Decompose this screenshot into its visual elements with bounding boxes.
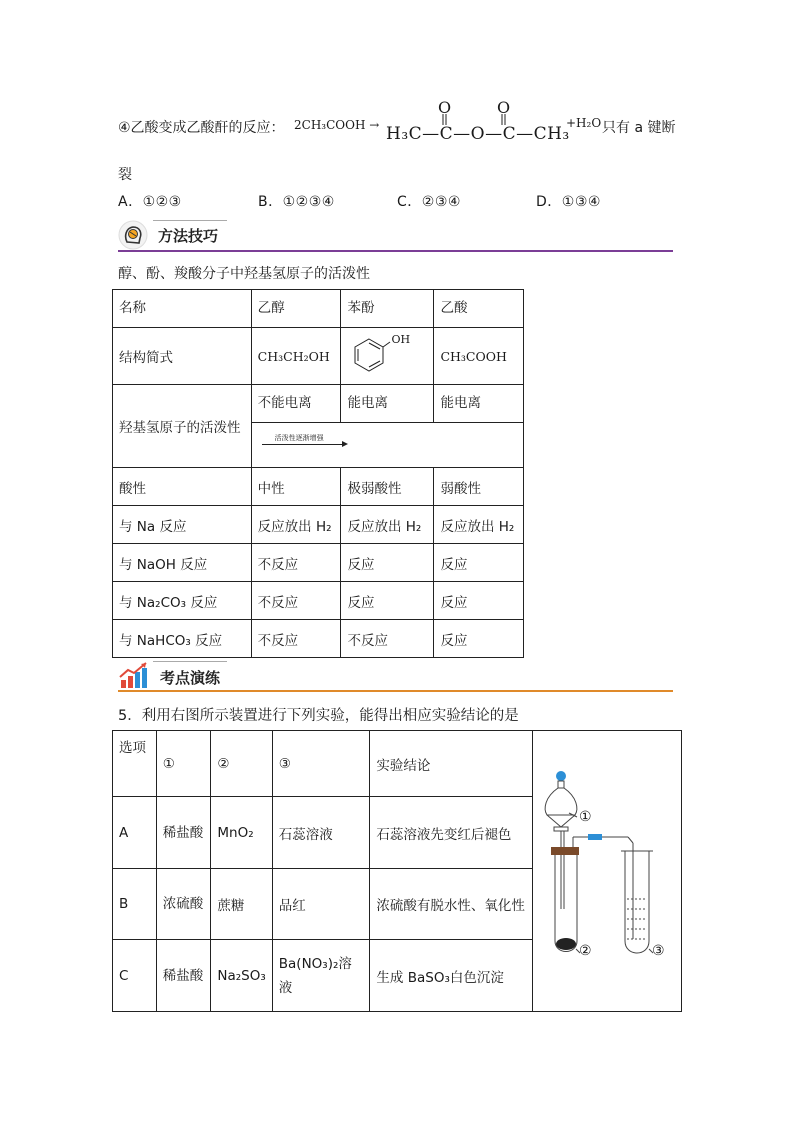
table-cell: 反应: [434, 582, 524, 620]
header-name: 名称: [113, 290, 252, 328]
q4-statement: ④乙酸变成乙酸酐的反应：: [118, 120, 285, 136]
row-option: A: [113, 797, 157, 869]
phenol-structure: [341, 328, 434, 385]
table-row: [113, 620, 524, 658]
funnel-stopper: [556, 771, 566, 781]
option-d: D．①③④: [536, 194, 601, 210]
acetic-anhydride-formula: H₃C—C—O—C—CH₃: [386, 124, 570, 144]
conclusion: 浓硫酸有脱水性、氧化性: [370, 868, 533, 940]
activity-label: 羟基氢原子的活泼性: [113, 385, 252, 468]
table-cell: 不反应: [251, 582, 341, 620]
header-reagent-3: ③: [272, 731, 370, 797]
header-reagent-2: ②: [211, 731, 272, 797]
method-section-title: 方法技巧: [158, 227, 219, 245]
practice-section-title: 考点演练: [160, 669, 221, 687]
table-cell: 弱酸性: [434, 468, 524, 506]
acetic-formula: CH₃COOH: [434, 328, 524, 385]
table-cell: 极弱酸性: [341, 468, 434, 506]
reagent-3: 品红: [272, 868, 370, 940]
header-ethanol: 乙醇: [251, 290, 341, 328]
table-cell: 中性: [251, 468, 341, 506]
benzene-ring-icon: [347, 333, 391, 379]
q4-tail-2: 裂: [118, 167, 132, 183]
row-label: 与 Na 反应: [113, 506, 252, 544]
reagent-3: Ba(NO₃)₂溶液: [272, 940, 370, 1012]
option-b: B．①②③④: [258, 194, 335, 210]
reagent-2: MnO₂: [211, 797, 272, 869]
table-cell: 反应: [341, 544, 434, 582]
reagent-3: 石蕊溶液: [272, 797, 370, 869]
option-c: C．②③④: [397, 194, 461, 210]
row-label: 酸性: [113, 468, 252, 506]
apparatus-cell: [532, 731, 681, 1012]
lightbulb-head-icon: [118, 220, 148, 250]
apparatus-label-2: ②: [578, 943, 592, 959]
header-acetic-acid: 乙酸: [434, 290, 524, 328]
table-row: [113, 468, 524, 506]
conclusion: 生成 BaSO₃白色沉淀: [370, 940, 533, 1012]
table-cell: 反应放出 H₂: [251, 506, 341, 544]
phenol-oh-label: OH: [391, 333, 411, 346]
q4-tail: 只有 a 键断: [602, 120, 676, 136]
ionization-ethanol: 不能电离: [251, 385, 341, 423]
water-product: +H₂O: [566, 116, 602, 130]
row-option: B: [113, 868, 157, 940]
row-label: 与 NaHCO₃ 反应: [113, 620, 252, 658]
reagent-2: 蔗糖: [211, 868, 272, 940]
table-cell: 不反应: [251, 544, 341, 582]
apparatus-label-1: ①: [578, 809, 592, 825]
ionization-phenol: 能电离: [341, 385, 434, 423]
trend-arrow-line: [262, 444, 344, 445]
row-label: 与 NaOH 反应: [113, 544, 252, 582]
practice-section-rule: [118, 690, 673, 692]
table-cell: 不反应: [341, 620, 434, 658]
structure-label: 结构简式: [113, 328, 252, 385]
table-cell: 反应: [341, 582, 434, 620]
q4-reactant: 2CH₃COOH →: [294, 118, 380, 132]
practice-title-overline: [153, 661, 227, 662]
trend-arrow-head: [342, 441, 348, 447]
header-phenol: 苯酚: [341, 290, 434, 328]
header-conclusion: 实验结论: [370, 731, 533, 797]
tube-connector: [588, 834, 602, 840]
table-cell: 反应: [434, 544, 524, 582]
method-intro: 醇、酚、羧酸分子中羟基氢原子的活泼性: [118, 266, 370, 282]
table-cell: 反应放出 H₂: [434, 506, 524, 544]
ionization-acetic: 能电离: [434, 385, 524, 423]
q5-table: [112, 730, 682, 1012]
table-row: [113, 506, 524, 544]
rubber-stopper: [551, 847, 579, 855]
carbonyl-o-2: O: [497, 98, 511, 117]
option-a: A．①②③: [118, 194, 182, 210]
table-row: [113, 582, 524, 620]
trend-note: 活泼性逐渐增强: [274, 434, 324, 442]
method-section-rule: [118, 250, 673, 252]
reagent-2: Na₂SO₃: [211, 940, 272, 1012]
apparatus-diagram: [533, 731, 681, 1011]
table-cell: 反应放出 H₂: [341, 506, 434, 544]
solid-reagent: [556, 938, 576, 950]
conclusion: 石蕊溶液先变红后褪色: [370, 797, 533, 869]
reagent-1: 浓硫酸: [156, 868, 211, 940]
row-option: C: [113, 940, 157, 1012]
apparatus-label-3: ③: [651, 943, 665, 959]
reagent-1: 稀盐酸: [156, 940, 211, 1012]
comparison-table: [112, 289, 524, 658]
header-reagent-1: ①: [156, 731, 211, 797]
table-row: [113, 544, 524, 582]
row-label: 与 Na₂CO₃ 反应: [113, 582, 252, 620]
q5-stem: 5．利用右图所示装置进行下列实验，能得出相应实验结论的是: [118, 708, 519, 724]
ethanol-formula: CH₃CH₂OH: [251, 328, 341, 385]
carbonyl-o-1: O: [438, 98, 452, 117]
table-cell: 反应: [434, 620, 524, 658]
rising-chart-icon: [118, 661, 150, 689]
header-option: 选项: [113, 731, 157, 797]
table-cell: 不反应: [251, 620, 341, 658]
reagent-1: 稀盐酸: [156, 797, 211, 869]
trend-arrow-cell: [251, 423, 523, 468]
method-title-overline: [153, 220, 227, 221]
